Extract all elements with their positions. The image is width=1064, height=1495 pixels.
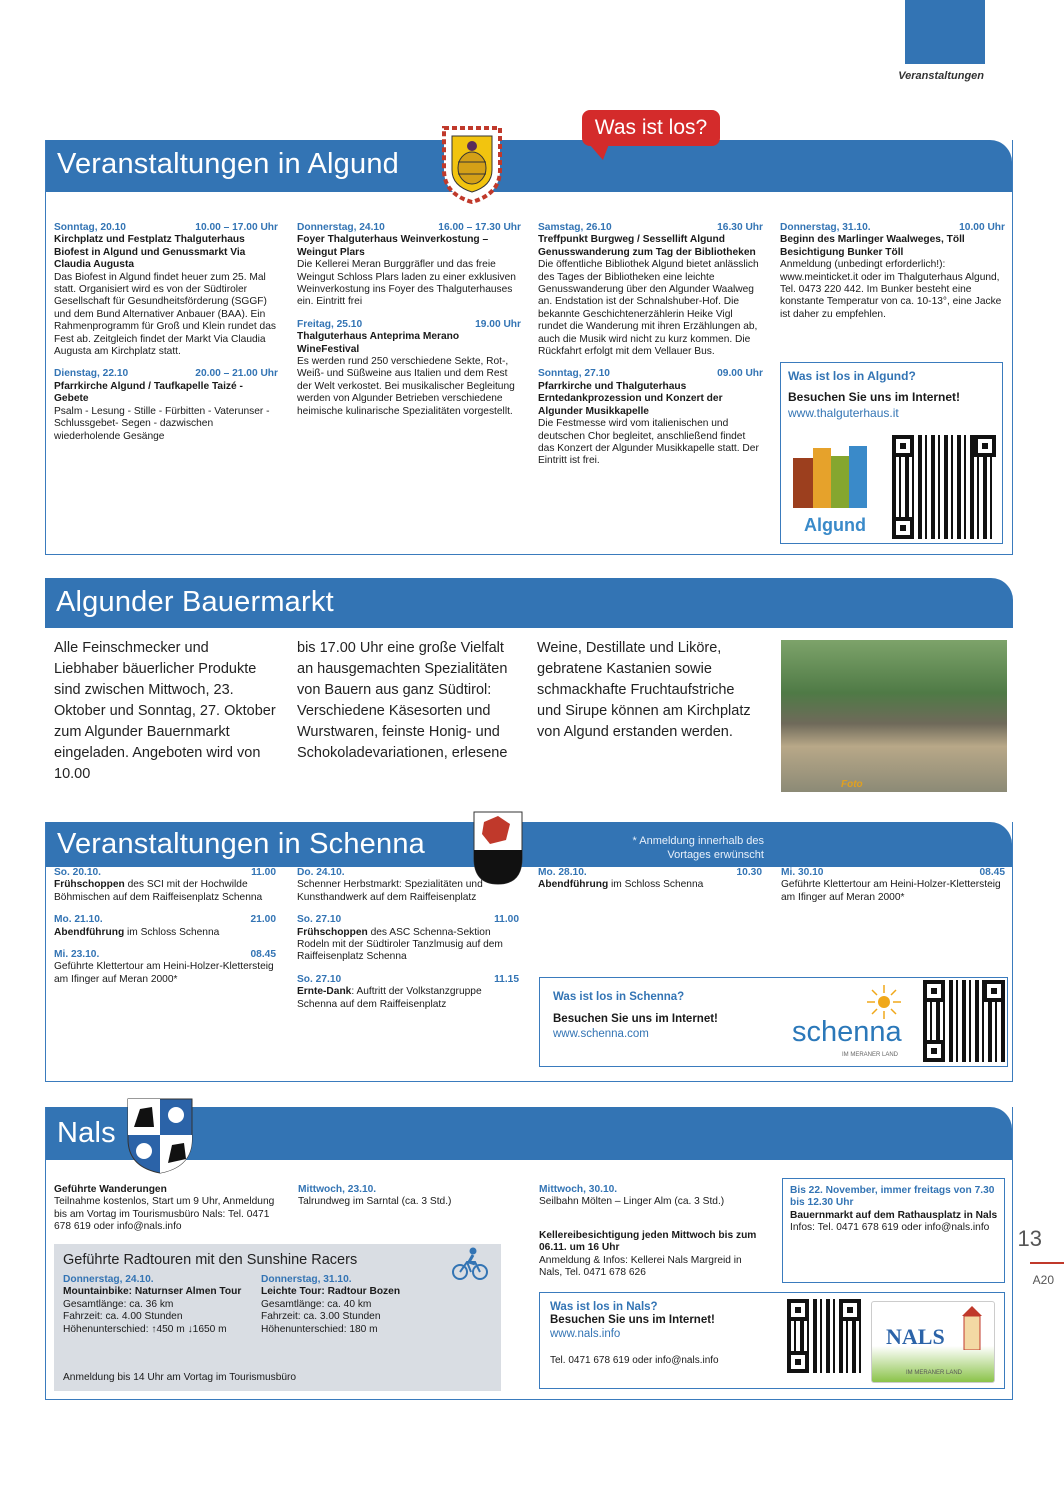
nals-qr-code[interactable] [787, 1299, 861, 1373]
event-text: im Schloss Schenna [608, 879, 704, 891]
event-title: Pfarrkirche Algund / Taufkapelle Taizé - Gebete [54, 380, 243, 405]
radtour-date: Donnerstag, 24.10. [63, 1274, 154, 1285]
radtour-1 [63, 1274, 263, 1336]
event-text: : Auftritt der Volkstanzgruppe Schenna auf dem Raiffeisenplatz [297, 986, 482, 1010]
algund-logo-bar [849, 446, 867, 508]
algund-coat-of-arms-icon [440, 124, 504, 204]
event-title: Pfarrkirche und Thalguterhaus Erntedankprozession und Konzert der Algunder Musikkapelle [538, 380, 723, 417]
event-date: So. 20.10. [54, 867, 102, 878]
event-date: Freitag, 25.10 [297, 318, 363, 330]
event-body: Die öffentliche Bibliothek Algund bietet anlässlich des Tages der Bibliotheken eine leichte Genusswanderung über den Algunder Waalweg an. Endstation ist der Schnalshuber-Hof. Die bekannte Geschichtenerzählerin Heike Vigl rundet die Wanderung mit ihren Erzählungen ab, auch die Musik wird nicht zu kurz kommen. Die Rückfahrt erfolgt mit dem Vellauer Bus. [538, 259, 759, 358]
radtour-line: Höhenunterschied: 180 m [261, 1323, 378, 1335]
event-date: So. 27.10 [297, 914, 342, 926]
algund-col-2 [297, 222, 521, 428]
infobox-url[interactable]: www.schenna.com [553, 1028, 649, 1040]
nals-infobox [539, 1292, 1005, 1389]
event-date: Sonntag, 20.10 [54, 222, 126, 233]
bauermarkt-section [45, 578, 1013, 793]
nals-mittwoch-2 [539, 1184, 764, 1209]
event [297, 914, 519, 964]
event-time: 16.30 Uhr [717, 222, 763, 233]
event-title: Foyer Thalguterhaus Weinverkostung – Weingut Plars [297, 234, 489, 258]
algund-logo-text: Algund [804, 515, 866, 535]
radtour-line: Fahrzeit: ca. 4.00 Stunden [63, 1311, 183, 1323]
infobox-heading: Was ist los in Algund? [788, 369, 916, 383]
nals-logo [871, 1301, 995, 1383]
event-bold: Abendführung [538, 879, 609, 891]
page-code: A20 [1032, 1273, 1054, 1287]
event-date: Donnerstag, 24.10 [297, 222, 385, 233]
schenna-qr-code[interactable] [923, 980, 1005, 1062]
event [54, 867, 276, 904]
event-body: Die Kellerei Meran Burggräfler und das freie Weingut Schloss Plars laden zu einer exklusiven Weinverkostung ins Foyer des Thalguterhauses ein. Eintritt frei [297, 259, 516, 308]
schenna-col-4 [781, 867, 1005, 914]
schenna-coat-of-arms-icon [472, 810, 524, 886]
infobox-heading: Was ist los in Schenna? [553, 991, 685, 1003]
infobox-visit: Besuchen Sie uns im Internet! [550, 1314, 715, 1326]
event-time: 20.00 – 21.00 Uhr [195, 368, 278, 380]
event [54, 368, 278, 442]
event [54, 222, 278, 358]
bauernmarkt-body: Infos: Tel. 0471 678 619 oder info@nals.info [790, 1222, 990, 1234]
bauernmarkt-heading: Bis 22. November, immer freitags von 7.30 bis 12.30 Uhr [790, 1185, 995, 1209]
event-time: 08.45 [979, 867, 1005, 878]
infobox-heading: Was ist los in Nals? [550, 1301, 658, 1313]
event-time: 09.00 Uhr [717, 368, 763, 380]
event [538, 368, 763, 467]
radtour-line: Gesamtlänge: ca. 40 km [261, 1298, 372, 1310]
event-text: des SCI mit der Hochwilde Böhmischen auf dem Raiffeisenplatz Schenna [54, 879, 263, 903]
event-body [297, 927, 519, 964]
radtour-title: Leichte Tour: Radtour Bozen [261, 1286, 401, 1298]
event-text: des ASC Schenna-Sektion Rodeln mit der Südtiroler Tanzlmusig auf dem Raiffeisenplatz Schenna [297, 926, 503, 963]
algund-col-3 [538, 222, 763, 478]
event-title: Kirchplatz und Festplatz Thalguterhaus Biofest in Algund und Genussmarkt Via Claudia Augusta [54, 234, 246, 271]
event-title: Treffpunkt Burgweg / Sessellift Algund Genusswanderung zum Tag der Bibliotheken [538, 234, 756, 258]
schenna-header [46, 822, 1012, 867]
algund-col-4 [780, 222, 1005, 331]
event [297, 974, 519, 1011]
radtouren-panel [54, 1244, 501, 1391]
bauermarkt-col-1: Alle Feinschmecker und Liebhaber bäuerlicher Produkte sind zwischen Mittwoch, 23. Oktober und Sonntag, 27. Oktober zum Algunder Bauernmarkt eingeladen. Angeboten wird von 10.00 [54, 640, 276, 782]
radtouren-footer: Anmeldung bis 14 Uhr am Vortag im Tourismusbüro [63, 1372, 297, 1383]
event-text: Geführte Klettertour am Heini-Holzer-Klettersteig am Ifinger auf Meran 2000* [781, 879, 1001, 903]
algund-title: Veranstaltungen in Algund [57, 148, 399, 180]
wanderungen-heading: Geführte Wanderungen [54, 1184, 167, 1195]
event-time: 21.00 [250, 914, 276, 926]
event-time: 08.45 [250, 949, 276, 961]
radtour-line: Gesamtlänge: ca. 36 km [63, 1298, 174, 1310]
event-body: Psalm - Lesung - Stille - Fürbitten - Vaterunser - Schlussgebet- Segen - dazwischen wiederholende Gesänge [54, 405, 270, 442]
page-number: 13 [1017, 1226, 1042, 1251]
keller-body: Anmeldung & Infos: Kellerei Nals Margreid in Nals, Tel. 0471 678 626 [539, 1254, 742, 1279]
radtour-line: Höhenunterschied: ↑450 m ↓1650 m [63, 1323, 227, 1335]
schenna-infobox [539, 977, 1008, 1067]
schenna-col-3 [538, 867, 762, 902]
bauernmarkt-content [790, 1185, 1000, 1235]
event-date: Dienstag, 22.10 [54, 368, 129, 380]
schenna-section [45, 822, 1013, 1082]
algund-logo-bar [831, 456, 849, 508]
event [54, 914, 276, 939]
algund-col-1 [54, 222, 278, 453]
event [538, 867, 762, 892]
schenna-logo-sub: IM MERANER LAND [842, 1052, 899, 1058]
event-title: Thalguterhaus Anteprima Merano WineFestival [297, 331, 460, 355]
event-text: Geführte Klettertour am Heini-Holzer-Klettersteig am Ifinger auf Meran 2000* [54, 961, 274, 985]
radtour-title: Mountainbike: Naturnser Almen Tour [63, 1286, 242, 1298]
event [781, 867, 1005, 904]
infobox-url[interactable]: www.thalguterhaus.it [788, 406, 899, 420]
event-time: 11.15 [494, 973, 519, 985]
event-body [781, 879, 1005, 904]
wanderungen-body: Teilnahme kostenlos, Start um 9 Uhr, Anmeldung bis am Vortag im Tourismusbüro Nals: Tel. 0471 678 619 oder info@nals.info [54, 1196, 275, 1233]
event-date: Do. 24.10. [297, 867, 345, 878]
radtour-date: Donnerstag, 31.10. [261, 1274, 352, 1285]
event-bold: Frühschoppen [54, 879, 125, 891]
page-number-divider [1030, 1262, 1064, 1264]
nals-mittwoch-1 [298, 1184, 522, 1209]
event-date: Samstag, 26.10 [538, 222, 612, 233]
event [538, 222, 763, 358]
algund-logo-bar [793, 458, 813, 508]
corner-tab [905, 0, 985, 64]
event [54, 949, 276, 986]
schenna-title: Veranstaltungen in Schenna [57, 828, 425, 860]
bauermarkt-title: Algunder Bauermarkt [56, 586, 334, 618]
event-title: Beginn des Marlinger Waalweges, Töll Besichtigung Bunker Töll [780, 234, 965, 258]
infobox-contact: Tel. 0471 678 619 oder info@nals.info [550, 1355, 719, 1366]
nals-coat-of-arms-icon [124, 1095, 196, 1175]
schenna-col-2 [297, 867, 519, 1021]
nals-logo-sub: IM MERANER LAND [906, 1370, 963, 1376]
nals-logo-text: NALS [886, 1324, 945, 1349]
schenna-logo-text: schenna [792, 1016, 902, 1048]
event-date: Sonntag, 27.10 [538, 368, 610, 380]
bauernmarkt-title: Bauernmarkt auf dem Rathausplatz in Nals [790, 1209, 998, 1221]
section-label: Veranstaltungen [898, 70, 984, 82]
event-date: Mi. 23.10. [54, 949, 100, 961]
event-bold: Ernte-Dank [297, 986, 352, 998]
event-body [54, 927, 276, 939]
was-ist-los-bubble: Was ist los? [582, 110, 720, 146]
event-body [297, 986, 519, 1011]
event-body: Talrundweg im Sarntal (ca. 3 Std.) [298, 1196, 452, 1208]
event-date: Mo. 21.10. [54, 914, 103, 926]
bauermarkt-col-3: Weine, Destillate und Liköre, gebratene Kastanien sowie schmackhafte Fruchtaufstriche und Sirupe können am Kirchplatz von Algund erstanden werden. [537, 640, 751, 740]
event-bold: Abendführung [54, 926, 125, 938]
event [297, 319, 521, 418]
event [297, 222, 521, 309]
nals-wanderungen [54, 1184, 279, 1234]
event-body: Das Biofest in Algund findet heuer zum 25. Mal statt. Organisiert wird es von der Südtiroler Gesellschaft für Gesundheitsförderung (SGGF) und dem Bund Alternativer Anbauer (BAA). Ein Rahmenprogramm für Groß und Klein rundet das Fest ab. Zeitgleich findet der Markt Via Claudia Augusta am Kirchplatz statt. [54, 271, 276, 358]
event-body: Es werden rund 250 verschiedene Sekte, Rot-, Weiß- und Süßweine aus Italien und dem Rest der Welt verkostet. Bei musikalischer Begleitung werden von Algunder Betrieben verschiedene heimische kulinarische Spezialitäten vorgestellt. [297, 356, 515, 417]
event-date: Mi. 30.10 [781, 867, 824, 878]
infobox-visit: Besuchen Sie uns im Internet! [788, 390, 961, 404]
event-date: Donnerstag, 31.10. [780, 222, 871, 233]
event-time: 11.00 [251, 867, 276, 878]
event-time: 16.00 – 17.30 Uhr [438, 222, 521, 233]
event-body: Seilbahn Mölten – Linger Alm (ca. 3 Std.) [539, 1196, 725, 1208]
event [780, 222, 1005, 321]
schenna-col-1 [54, 867, 276, 996]
event-bold: Frühschoppen [297, 926, 368, 938]
event-body: Anmeldung (unbedingt erforderlich!): www.meinticket.it oder im Thalguterhaus Algund, Tel. 0473 220 442. Im Bunker besteht eine konstante Temperatur von ca. 10-13°, eine Jacke ist daher zu empfehlen. [780, 259, 1002, 320]
algund-section [45, 140, 1013, 555]
event-body [54, 879, 276, 904]
infobox-visit: Besuchen Sie uns im Internet! [553, 1013, 718, 1025]
algund-infobox [780, 362, 1003, 544]
event-time: 11.00 [494, 914, 519, 926]
tower-icon [960, 1306, 984, 1350]
event-time: 10.30 [736, 867, 762, 878]
event-date: Mo. 28.10. [538, 867, 587, 878]
keller-heading: Kellereibesichtigung jeden Mittwoch bis zum 06.11. um 16 Uhr [539, 1230, 757, 1254]
event-text: Schenner Herbstmarkt: Spezialitäten und Kunsthandwerk auf dem Raiffeisenplatz [297, 879, 483, 903]
algund-header [46, 140, 1012, 192]
event-body [538, 879, 762, 891]
sun-icon [866, 984, 902, 1020]
bauermarkt-header [45, 578, 1013, 628]
algund-logo-bar [813, 448, 831, 508]
event-body: Die Festmesse wird vom italienischen und deutschen Chor begleitet, anschließend findet das Konzert der Algunder Musikkapelle statt. Der Eintritt ist frei. [538, 418, 759, 467]
algund-qr-code[interactable] [892, 435, 996, 539]
radtouren-heading: Geführte Radtouren mit den Sunshine Racers [63, 1252, 358, 1268]
event-date: So. 27.10 [297, 973, 342, 985]
event-text: im Schloss Schenna [124, 926, 220, 938]
event-time: 19.00 Uhr [475, 318, 521, 330]
bauermarkt-col-2: bis 17.00 Uhr eine große Vielfalt an hausgemachten Spezialitäten von Bauern aus ganz Südtirol: Verschiedene Käsesorten und Wurstwaren, feinste Honig- und Schokoladevariationen, erlesene [297, 640, 508, 761]
photo-credit: Foto [841, 779, 863, 790]
radtour-line: Fahrzeit: ca. 3.00 Stunden [261, 1311, 381, 1323]
event-date: Mittwoch, 23.10. [298, 1184, 377, 1195]
event-time: 10.00 Uhr [959, 222, 1005, 233]
event-date: Mittwoch, 30.10. [539, 1184, 618, 1195]
event-body [54, 961, 276, 986]
nals-keller [539, 1230, 764, 1280]
schenna-note: * Anmeldung innerhalb des Vortages erwünscht [632, 835, 764, 861]
radtour-2 [261, 1274, 461, 1336]
nals-bauernmarkt-box [782, 1178, 1005, 1283]
event-time: 10.00 – 17.00 Uhr [195, 222, 278, 233]
market-photo [781, 640, 1007, 792]
nals-title: Nals [57, 1117, 116, 1149]
infobox-url[interactable]: www.nals.info [550, 1328, 621, 1340]
